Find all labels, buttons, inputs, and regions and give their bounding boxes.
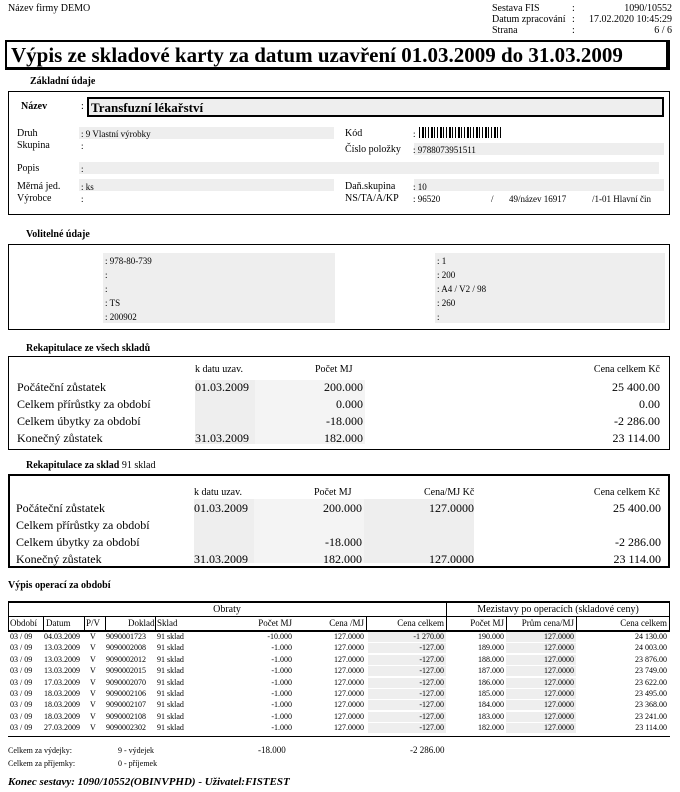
col-cena-mj: Cena /MJ (329, 618, 364, 628)
cell-cena-celkem: -127.00 (419, 689, 444, 698)
cell-sklad: 91 sklad (157, 711, 184, 721)
section-optional: Volitelné údaje (26, 229, 90, 240)
optional-value: : 1 (437, 256, 447, 266)
report-meta-values (589, 3, 672, 36)
barcode-icon (419, 127, 502, 138)
meta-colon: : (572, 14, 575, 25)
meta-label: Datum zpracování (492, 14, 566, 25)
optional-value: : 200 (437, 270, 456, 280)
recap-store-labels (16, 500, 150, 568)
recap-price: 127.0000 (429, 552, 474, 566)
cell-obdobi: 03 / 09 (10, 689, 33, 698)
optional-right-values (437, 254, 486, 324)
cell-mez-pocet: 188.000 (478, 654, 504, 664)
recap-price: 127.0000 (429, 501, 474, 515)
cell-mez-pocet: 182.000 (478, 723, 504, 733)
section-basic: Základní údaje (30, 76, 96, 87)
value-skupina: : (81, 141, 84, 151)
label-cislo-polozky: Číslo položky (345, 144, 401, 155)
col-prum-cena: Prům cena/MJ (521, 618, 574, 628)
cell-cena-mj: 127.0000 (334, 643, 364, 653)
col-mez-cena-celkem: Cena celkem (620, 618, 667, 628)
cell-mez-pocet: 183.000 (478, 711, 504, 721)
cell-sklad: 91 sklad (157, 666, 184, 676)
meta-colon: : (572, 25, 575, 36)
cell-datum: 13.03.2009 (44, 666, 80, 676)
cell-obdobi: 03 / 09 (10, 711, 33, 721)
optional-left-values (105, 254, 152, 324)
cell-pocet-mj: -1.000 (271, 700, 292, 710)
cell-cena-mj: 127.0000 (334, 700, 364, 710)
recap-price (390, 534, 474, 551)
cell-datum: 13.03.2009 (44, 643, 80, 653)
label-popis: Popis (17, 163, 40, 174)
name-label: Název (21, 101, 48, 112)
processing-date: 17.02.2020 10:45:29 (588, 14, 672, 25)
recap-total: 25 400.00 (613, 501, 661, 515)
cell-mez-celkem: 23 114.00 (635, 723, 667, 733)
cell-prum-cena: 127.0000 (544, 643, 574, 653)
recap-label: Celkem přírůstky za období (16, 518, 150, 532)
value-druh: : 9 Vlastní výrobky (81, 129, 151, 139)
summary-issues-total: -2 286.00 (410, 745, 445, 755)
cell-cena-celkem: -127.00 (419, 700, 444, 710)
cell-mez-celkem: 23 241.00 (635, 711, 667, 721)
recap-qty (278, 517, 362, 534)
recap-total: 23 114.00 (613, 552, 661, 566)
cell-obdobi: 03 / 09 (10, 677, 33, 687)
meta-label: Sestava FIS (492, 3, 540, 14)
recap-store-title: Rekapitulace za sklad (26, 460, 120, 471)
page-number: 6 / 6 (654, 25, 672, 36)
report-footer: Konec sestavy: 1090/10552(OBINVPHD) - Uživatel:FISTEST (8, 776, 290, 788)
recap-qty: 200.000 (323, 501, 362, 515)
recap-label: Konečný zůstatek (17, 431, 103, 445)
recap-store-header-price: Cena/MJ Kč (424, 487, 475, 498)
cell-mez-pocet: 189.000 (478, 643, 504, 653)
cell-cena-mj: 127.0000 (334, 677, 364, 687)
summary-receipts-count: 0 - příjemek (118, 759, 158, 768)
cell-cena-mj: 127.0000 (334, 723, 364, 733)
recap-date (195, 396, 249, 413)
cell-cena-mj: 127.0000 (334, 689, 364, 698)
cell-pv: V (90, 677, 96, 687)
recap-store-name: 91 sklad (121, 460, 156, 471)
optional-value: : (105, 270, 108, 280)
cell-mez-pocet: 186.000 (478, 677, 504, 687)
section-recap-all: Rekapitulace ze všech skladů (26, 343, 151, 354)
cell-datum: 17.03.2009 (44, 677, 80, 687)
recap-date: 31.03.2009 (194, 552, 248, 566)
label-kod: Kód (345, 128, 363, 139)
recap-total: -2 286.00 (614, 414, 660, 428)
cell-mez-celkem: 24 130.00 (635, 632, 667, 641)
recap-qty: 182.000 (324, 431, 363, 445)
recap-price (390, 517, 474, 534)
cell-pocet-mj: -1.000 (271, 666, 292, 676)
cell-obdobi: 03 / 09 (10, 723, 33, 733)
recap-store-totals (511, 500, 661, 568)
cell-pocet-mj: -10.000 (267, 632, 292, 641)
section-operations: Výpis operací za období (8, 580, 111, 591)
cell-sklad: 91 sklad (157, 700, 184, 710)
cell-mez-celkem: 23 368.00 (635, 700, 667, 710)
cell-prum-cena: 127.0000 (544, 723, 574, 733)
cell-pocet-mj: -1.000 (271, 723, 292, 733)
label-ns: NS/TA/A/KP (345, 193, 399, 204)
optional-data-box (8, 244, 670, 330)
recap-total: 0.00 (639, 397, 660, 411)
title-box (5, 40, 670, 70)
cell-pocet-mj: -1.000 (271, 689, 292, 698)
col-doklad: Doklad (128, 618, 155, 628)
report-id: 1090/10552 (624, 3, 672, 14)
cell-datum: 13.03.2009 (44, 654, 80, 664)
optional-value: : 200902 (105, 312, 137, 322)
cell-mez-celkem: 23 495.00 (635, 689, 667, 698)
optional-value: : A4 / V2 / 98 (437, 284, 487, 294)
recap-date (194, 517, 248, 534)
col-sklad: Sklad (157, 618, 178, 628)
cell-pv: V (90, 711, 96, 721)
cell-mez-celkem: 23 749.00 (635, 666, 667, 676)
cell-pv: V (90, 689, 96, 698)
recap-total: 23 114.00 (612, 431, 660, 445)
cell-sklad: 91 sklad (157, 654, 184, 664)
optional-value: : 260 (437, 298, 456, 308)
name-colon: : (81, 101, 84, 112)
cell-datum: 04.03.2009 (44, 632, 80, 641)
recap-label: Konečný zůstatek (16, 552, 102, 566)
cell-pv: V (90, 700, 96, 710)
cell-mez-celkem: 23 622.00 (635, 677, 667, 687)
recap-date (194, 534, 248, 551)
report-title: Výpis ze skladové karty za datum uzavření 01.03.2009 do 31.03.2009 (11, 43, 623, 67)
cell-pv: V (90, 723, 96, 733)
group-mezistavy: Mezistavy po operacích (skladové ceny) (477, 604, 639, 615)
recap-label: Počáteční zůstatek (17, 380, 106, 394)
cell-doklad: 9090002302 (106, 723, 146, 733)
cell-prum-cena: 127.0000 (544, 700, 574, 710)
cell-mez-celkem: 24 003.00 (635, 643, 667, 653)
label-druh: Druh (17, 128, 38, 139)
summary-issues-count: 9 - výdejek (118, 746, 154, 755)
cell-doklad: 9090002070 (106, 677, 146, 687)
optional-value: : (105, 284, 108, 294)
col-cena-celkem: Cena celkem (397, 618, 444, 628)
cell-cena-celkem: -1 270.00 (413, 632, 444, 641)
report-meta-colons (572, 3, 575, 36)
cell-mez-celkem: 23 876.00 (635, 654, 667, 664)
recap-all-totals (510, 379, 660, 447)
cell-mez-pocet: 185.000 (478, 689, 504, 698)
recap-store-header-qty: Počet MJ (314, 487, 352, 498)
cell-sklad: 91 sklad (157, 723, 184, 733)
recap-qty: -18.000 (325, 535, 362, 549)
cell-sklad: 91 sklad (157, 643, 184, 653)
summary-issues-label: Celkem za výdejky: (8, 746, 72, 755)
cell-prum-cena: 127.0000 (544, 711, 574, 721)
cell-pocet-mj: -1.000 (271, 677, 292, 687)
recap-store-header-total: Cena celkem Kč (593, 487, 660, 498)
value-ns-sep: / (491, 194, 494, 204)
col-pv: P/V (86, 618, 101, 628)
cell-pv: V (90, 632, 96, 641)
recap-label: Celkem přírůstky za období (17, 397, 151, 411)
recap-date: 31.03.2009 (195, 431, 249, 445)
group-obraty: Obraty (213, 604, 241, 615)
value-cislo-polozky: : 9788073951511 (413, 145, 476, 155)
recap-date: 01.03.2009 (194, 501, 248, 515)
cell-cena-celkem: -127.00 (419, 643, 444, 653)
meta-colon: : (572, 3, 575, 14)
recap-store-box (8, 474, 670, 568)
cell-prum-cena: 127.0000 (544, 632, 574, 641)
col-mez-pocet-mj: Počet MJ (470, 618, 504, 628)
cell-datum: 18.03.2009 (44, 689, 80, 698)
report-meta-labels (492, 3, 566, 36)
value-ns-center: /1-01 Hlavní čin (592, 194, 651, 204)
name-field (87, 97, 664, 117)
cell-obdobi: 03 / 09 (10, 654, 33, 664)
recap-label: Celkem úbytky za období (16, 535, 140, 549)
recap-total: -2 286.00 (615, 535, 661, 549)
cell-obdobi: 03 / 09 (10, 700, 33, 710)
cell-mez-pocet: 190.000 (478, 632, 504, 641)
recap-all-header-total: Cena celkem Kč (593, 364, 660, 375)
cell-cena-celkem: -127.00 (419, 711, 444, 721)
cell-obdobi: 03 / 09 (10, 632, 33, 641)
col-obdobi: Období (10, 618, 37, 628)
recap-total: 25 400.00 (612, 380, 660, 394)
cell-mez-pocet: 184.000 (478, 700, 504, 710)
cell-pocet-mj: -1.000 (271, 654, 292, 664)
cell-doklad: 9090002108 (106, 711, 146, 721)
cell-pv: V (90, 666, 96, 676)
cell-doklad: 9090002106 (106, 689, 146, 698)
value-mj: : ks (81, 182, 94, 192)
cell-doklad: 9090002008 (106, 643, 146, 653)
value-popis: : (81, 164, 84, 174)
cell-cena-mj: 127.0000 (334, 632, 364, 641)
cell-pocet-mj: -1.000 (271, 711, 292, 721)
cell-obdobi: 03 / 09 (10, 643, 33, 653)
cell-mez-pocet: 187.000 (478, 666, 504, 676)
value-kod: : (413, 129, 416, 139)
recap-all-dates (195, 379, 249, 447)
cell-prum-cena: 127.0000 (544, 654, 574, 664)
cell-datum: 18.03.2009 (44, 700, 80, 710)
recap-qty: 200.000 (324, 380, 363, 394)
cell-cena-celkem: -127.00 (419, 666, 444, 676)
recap-qty: -18.000 (326, 414, 363, 428)
summary-issues-qty: -18.000 (258, 745, 286, 755)
cell-cena-celkem: -127.00 (419, 723, 444, 733)
col-datum: Datum (46, 618, 71, 628)
optional-value: : (437, 312, 440, 322)
recap-store-header-date: k datu uzav. (194, 487, 242, 498)
col-pocet-mj: Počet MJ (258, 618, 292, 628)
recap-all-header-date: k datu uzav. (195, 364, 243, 375)
cell-doklad: 9090002015 (106, 666, 146, 676)
recap-qty: 0.000 (336, 397, 363, 411)
recap-date: 01.03.2009 (195, 380, 249, 394)
cell-obdobi: 03 / 09 (10, 666, 33, 676)
cell-pv: V (90, 643, 96, 653)
label-mj: Měrná jed. (17, 181, 61, 192)
cell-cena-mj: 127.0000 (334, 654, 364, 664)
cell-doklad: 9090002012 (106, 654, 146, 664)
recap-label: Celkem úbytky za období (17, 414, 141, 428)
name-value: Transfuzní lékařství (91, 100, 204, 115)
value-vyrobce: : (81, 194, 84, 204)
cell-prum-cena: 127.0000 (544, 689, 574, 698)
recap-label: Počáteční zůstatek (16, 501, 105, 515)
cell-datum: 27.03.2009 (44, 723, 80, 733)
company-name: Název firmy DEMO (8, 3, 91, 14)
cell-cena-mj: 127.0000 (334, 666, 364, 676)
cell-prum-cena: 127.0000 (544, 666, 574, 676)
summary-receipts-label: Celkem za příjemky: (8, 759, 76, 768)
cell-cena-celkem: -127.00 (419, 654, 444, 664)
label-dan-skupina: Daň.skupina (345, 181, 396, 192)
recap-store-qtys (278, 500, 362, 568)
recap-all-labels (17, 379, 151, 447)
section-recap-store (26, 460, 155, 471)
optional-value: : 978-80-739 (105, 256, 152, 266)
cell-doklad: 9090001723 (106, 632, 146, 641)
cell-cena-celkem: -127.00 (419, 677, 444, 687)
cell-cena-mj: 127.0000 (334, 711, 364, 721)
cell-pocet-mj: -1.000 (271, 643, 292, 653)
recap-all-box (8, 356, 670, 450)
label-skupina: Skupina (17, 140, 50, 151)
cell-doklad: 9090002107 (106, 700, 146, 710)
cell-pv: V (90, 654, 96, 664)
recap-total (511, 517, 661, 534)
recap-date (195, 413, 249, 430)
cell-sklad: 91 sklad (157, 632, 184, 641)
label-vyrobce: Výrobce (17, 193, 52, 204)
value-dan-skupina: : 10 (413, 182, 427, 192)
cell-prum-cena: 127.0000 (544, 677, 574, 687)
value-ns-name: 49/název 16917 (509, 194, 567, 204)
recap-all-qtys (279, 379, 363, 447)
recap-store-dates (194, 500, 248, 568)
basic-data-box (8, 91, 670, 215)
recap-store-prices (390, 500, 474, 568)
recap-qty: 182.000 (323, 552, 362, 566)
cell-sklad: 91 sklad (157, 677, 184, 687)
meta-label: Strana (492, 25, 518, 36)
cell-sklad: 91 sklad (157, 689, 184, 698)
optional-value: : TS (105, 298, 121, 308)
cell-datum: 18.03.2009 (44, 711, 80, 721)
value-ns: : 96520 (413, 194, 441, 204)
recap-all-header-qty: Počet MJ (315, 364, 353, 375)
